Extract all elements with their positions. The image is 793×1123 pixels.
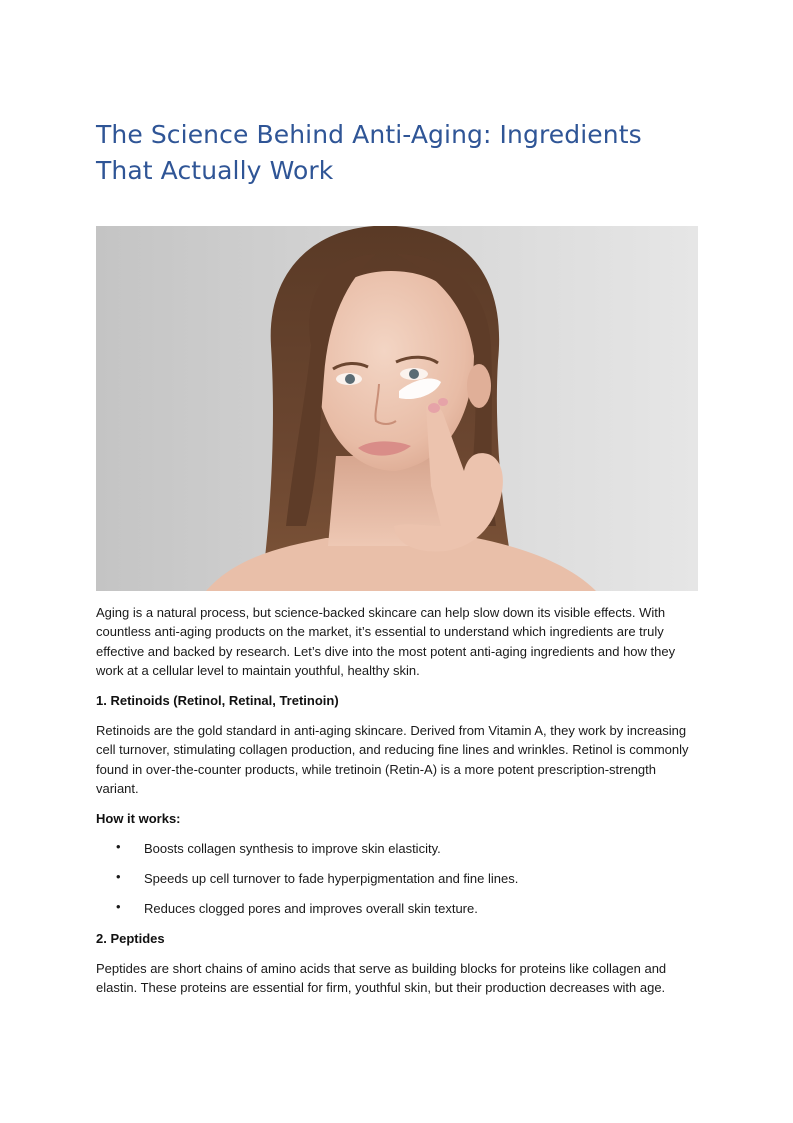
how-it-works-label: How it works: [96, 811, 181, 826]
hero-image [96, 226, 698, 591]
list-item-text: Reduces clogged pores and improves overall skin texture. [144, 901, 478, 916]
section-heading-retinoids: 1. Retinoids (Retinol, Retinal, Tretinoin) [96, 693, 339, 708]
bullet-icon: • [116, 869, 121, 884]
bullet-icon: • [116, 839, 121, 854]
article-title: The Science Behind Anti-Aging: Ingredients That Actually Work [96, 120, 642, 185]
bullet-icon: • [116, 899, 121, 914]
intro-paragraph: Aging is a natural process, but science-backed skincare can help slow down its visible effects. With countless anti-aging products on the market, it’s essential to understand which ingredients are truly effective and backed by research. Let’s dive into the most potent anti-aging ingredients and how they work at a cellular level to maintain youthful, healthy skin. [96, 605, 676, 679]
peptides-paragraph: Peptides are short chains of amino acids that serve as building blocks for proteins like collagen and elastin. These proteins are essential for firm, youthful skin, but their production decreases with age. [96, 961, 667, 996]
section-heading-peptides: 2. Peptides [96, 931, 165, 946]
retinoids-paragraph: Retinoids are the gold standard in anti-aging skincare. Derived from Vitamin A, they work by increasing cell turnover, stimulating collagen production, and reducing fine lines and wrinkles. Retinol is commonly found in over-the-counter products, while tretinoin (Retin-A) is a more potent prescription-strength variant. [96, 723, 689, 797]
list-item [96, 869, 698, 899]
list-item-text: Speeds up cell turnover to fade hyperpigmentation and fine lines. [144, 871, 519, 886]
how-it-works-list [96, 839, 698, 929]
list-item [96, 899, 698, 929]
list-item [96, 839, 698, 869]
list-item-text: Boosts collagen synthesis to improve skin elasticity. [144, 841, 441, 856]
